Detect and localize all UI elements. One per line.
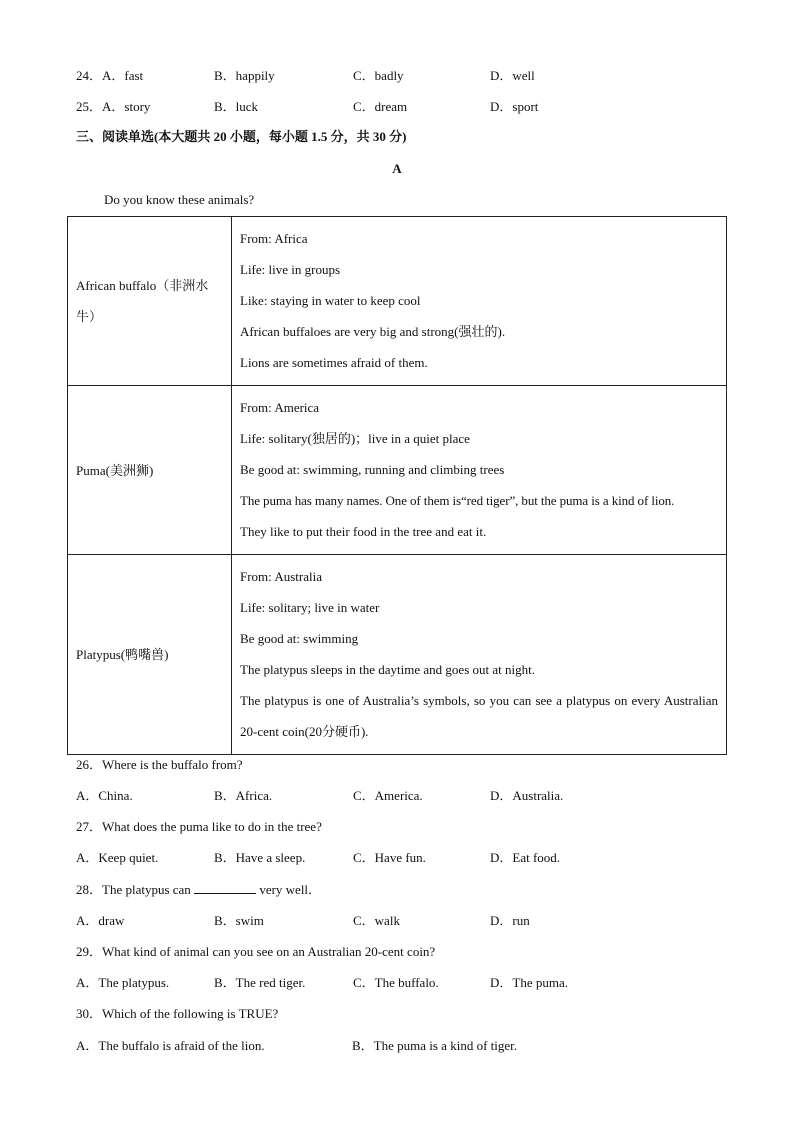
q28-option-b[interactable]: B．swim	[214, 913, 264, 928]
question-29-stem: 29．What kind of animal can you see on an Australian 20-cent coin?	[76, 944, 436, 959]
q29-option-d[interactable]: D．The puma.	[490, 975, 568, 990]
q28-stem-start: 28．The platypus can	[76, 882, 191, 897]
table-row-platypus	[68, 555, 727, 755]
info-line: Be good at: swimming, running and climbing trees	[240, 462, 505, 477]
question-25-options-row	[76, 97, 754, 117]
q29-option-b[interactable]: B．The red tiger.	[214, 975, 306, 990]
q25-option-c[interactable]: C．dream	[353, 99, 408, 114]
q26-option-d[interactable]: D．Australia.	[490, 788, 564, 803]
info-line: Life: solitary; live in water	[240, 600, 380, 615]
q27-option-d[interactable]: D．Eat food.	[490, 850, 561, 865]
info-line: Be good at: swimming	[240, 631, 359, 646]
q28-stem-end: very well．	[259, 882, 322, 897]
q28-option-a[interactable]: A．draw	[76, 913, 125, 928]
question-26-options-row	[76, 786, 754, 806]
q29-option-a[interactable]: A．The platypus.	[76, 975, 170, 990]
section-title: 三、阅读单选(本大题共 20 小题，每小题 1.5 分，共 30 分)	[76, 129, 407, 144]
info-paragraph: The platypus is one of Australia’s symbols, so you can see a platypus on every Australian 20-cent coin(20分硬币).	[240, 693, 718, 739]
q29-option-c[interactable]: C．The buffalo.	[353, 975, 439, 990]
q26-option-c[interactable]: C．America.	[353, 788, 423, 803]
answer-blank[interactable]	[194, 881, 256, 894]
q28-option-c[interactable]: C．walk	[353, 913, 400, 928]
question-26-stem: 26．Where is the buffalo from?	[76, 757, 243, 772]
question-30-stem: 30．Which of the following is TRUE?	[76, 1006, 279, 1021]
q25-option-d[interactable]: D．sport	[490, 99, 539, 114]
info-line: Life: live in groups	[240, 262, 341, 277]
animal-info-buffalo	[232, 217, 727, 386]
table-row-buffalo	[68, 217, 727, 386]
question-27-options-row	[76, 848, 754, 868]
animal-name-puma: Puma(美洲狮)	[68, 386, 232, 555]
info-line: Like: staying in water to keep cool	[240, 293, 421, 308]
question-27-stem: 27．What does the puma like to do in the tree?	[76, 819, 322, 834]
q24-option-d[interactable]: D．well	[490, 68, 535, 83]
q25-option-b[interactable]: B．luck	[214, 99, 259, 114]
question-24-options-row	[76, 66, 754, 86]
q26-option-a[interactable]: A．China.	[76, 788, 133, 803]
animal-name-buffalo: African buffalo（非洲水牛）	[68, 217, 232, 386]
q30-option-b[interactable]: B．The puma is a kind of tiger.	[352, 1038, 518, 1053]
table-row-puma	[68, 386, 727, 555]
question-29-options-row	[76, 973, 754, 993]
q24-option-b[interactable]: B．happily	[214, 68, 275, 83]
animal-info-puma	[232, 386, 727, 555]
q24-option-a[interactable]: 24．A．fast	[76, 68, 144, 83]
info-line: Lions are sometimes afraid of them.	[240, 355, 428, 370]
info-line: They like to put their food in the tree and eat it.	[240, 524, 487, 539]
info-line: From: America	[240, 400, 320, 415]
q30-option-a[interactable]: A．The buffalo is afraid of the lion.	[76, 1038, 265, 1053]
info-line: Life: solitary(独居的)；live in a quiet place	[240, 431, 470, 446]
info-line: African buffaloes are very big and strong(强壮的).	[240, 324, 506, 339]
q27-option-a[interactable]: A．Keep quiet.	[76, 850, 159, 865]
question-30-options-row	[76, 1036, 754, 1056]
passage-letter: A	[392, 161, 402, 176]
q24-option-c[interactable]: C．badly	[353, 68, 404, 83]
q28-option-d[interactable]: D．run	[490, 913, 530, 928]
question-28-options-row	[76, 911, 754, 931]
info-line: The puma has many names. One of them is“red tiger”, but the puma is a kind of lion.	[240, 493, 675, 508]
animal-name-platypus: Platypus(鸭嘴兽)	[68, 555, 232, 755]
info-line: From: Australia	[240, 569, 322, 584]
q27-option-c[interactable]: C．Have fun.	[353, 850, 426, 865]
question-28-stem	[76, 880, 321, 900]
q27-option-b[interactable]: B．Have a sleep.	[214, 850, 306, 865]
info-line: From: Africa	[240, 231, 308, 246]
q26-option-b[interactable]: B．Africa.	[214, 788, 273, 803]
passage-intro: Do you know these animals?	[104, 192, 255, 207]
q25-option-a[interactable]: 25．A．story	[76, 99, 151, 114]
info-line: The platypus sleeps in the daytime and goes out at night.	[240, 662, 535, 677]
animals-table	[67, 216, 727, 755]
animal-info-platypus	[232, 555, 727, 755]
